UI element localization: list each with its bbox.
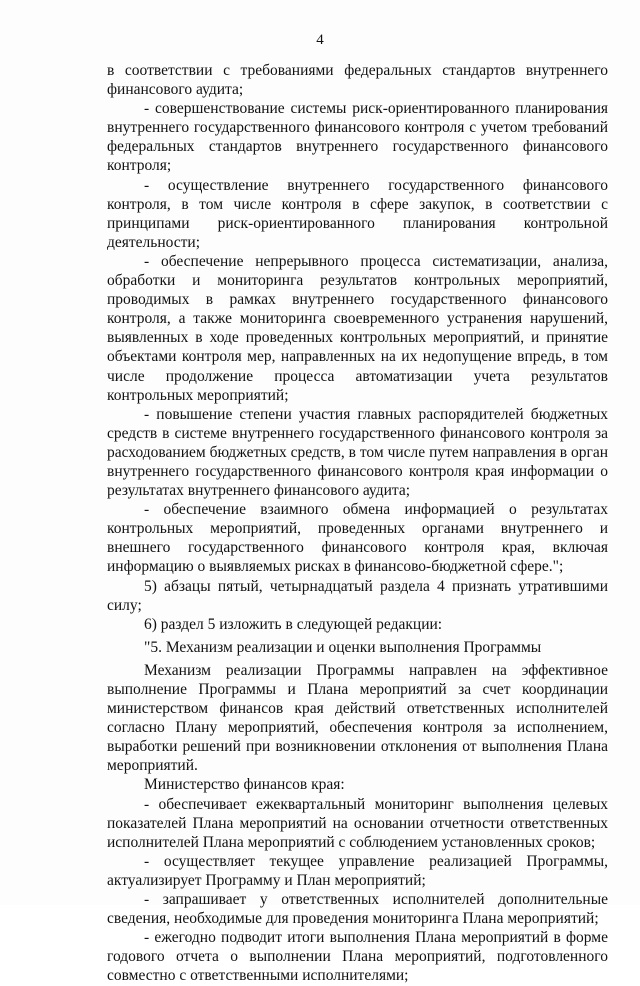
paragraph-monitoring-process: - обеспечение непрерывного процесса систематизации, анализа, обработки и мониторинга результатов контрольных мероприятий, проводимых в рамках внутреннего государственного финансового контроля, а также мониторинга своевременного устранения нарушений, выявленных в ходе проведенных контрольных мероприятий, и принятие объектами контроля мер, направленных на их недопущение впредь, в том числе продолжение процесса автоматизации учета результатов контрольных мероприятий; — [107, 252, 608, 404]
paragraph-mechanism: Механизм реализации Программы направлен на эффективное выполнение Программы и Плана мероприятий за счет координации министерством финансов края действий ответственных исполнителей согласно Плану мероприятий, обеспечения контроля за исполнением, выработки решений при возникновении отклонения от выполнения Плана мероприятий. — [107, 661, 608, 775]
paragraph-requests: - запрашивает у ответственных исполнителей дополнительные сведения, необходимые для проведения мониторинга Плана мероприятий; — [107, 891, 608, 928]
paragraph-quarterly-monitoring: - обеспечивает ежеквартальный мониторинг выполнения целевых показателей Плана мероприятий на основании отчетности ответственных исполнителей Плана мероприятий с соблюдением установленных сроков; — [107, 795, 608, 851]
paragraph-risk-planning: - совершенствование системы риск-ориентированного планирования внутреннего государственного финансового контроля с учетом требований федеральных стандартов внутреннего государственного финансового контроля; — [107, 100, 608, 175]
paragraph-information-exchange: - обеспечение взаимного обмена информацией о результатах контрольных мероприятий, проведенных органами внутреннего и внешнего государственного финансового контроля края, включая информацию о выявляемых рисках в финансово-бюджетной сфере."; — [107, 501, 608, 576]
paragraph-annual-report: - ежегодно подводит итоги выполнения Плана мероприятий в форме годового отчета о выполнении Плана мероприятий, подготовленного совместно с ответственными исполнителями; — [107, 929, 608, 985]
paragraph-current-management: - осуществляет текущее управление реализацией Программы, актуализирует Программу и План мероприятий; — [107, 852, 608, 889]
section-heading: "5. Механизм реализации и оценки выполнения Программы — [144, 638, 542, 656]
paragraph-ministry: Министерство финансов края: — [144, 776, 345, 794]
paragraph-control-implementation: - осуществление внутреннего государственного финансового контроля, в том числе контроля в сфере закупок, в соответствии с принципами риск-ориентированного планирования контрольной деятельности; — [107, 176, 608, 251]
page-number: 4 — [316, 32, 324, 48]
paragraph-amendment-5: 5) абзацы пятый, четырнадцатый раздела 4 признать утратившими силу; — [107, 577, 608, 614]
paragraph-budget-participation: - повышение степени участия главных распорядителей бюджетных средств в системе внутреннего государственного финансового контроля за расходованием бюджетных средств, в том числе путем направления в орган внутреннего государственного финансового контроля края информации о результатах внутреннего финансового аудита; — [107, 405, 608, 500]
document-body — [107, 61, 608, 986]
paragraph-continuation: в соответствии с требованиями федеральных стандартов внутреннего финансового аудита; — [107, 62, 608, 99]
paragraph-amendment-6: 6) раздел 5 изложить в следующей редакции: — [144, 615, 443, 633]
